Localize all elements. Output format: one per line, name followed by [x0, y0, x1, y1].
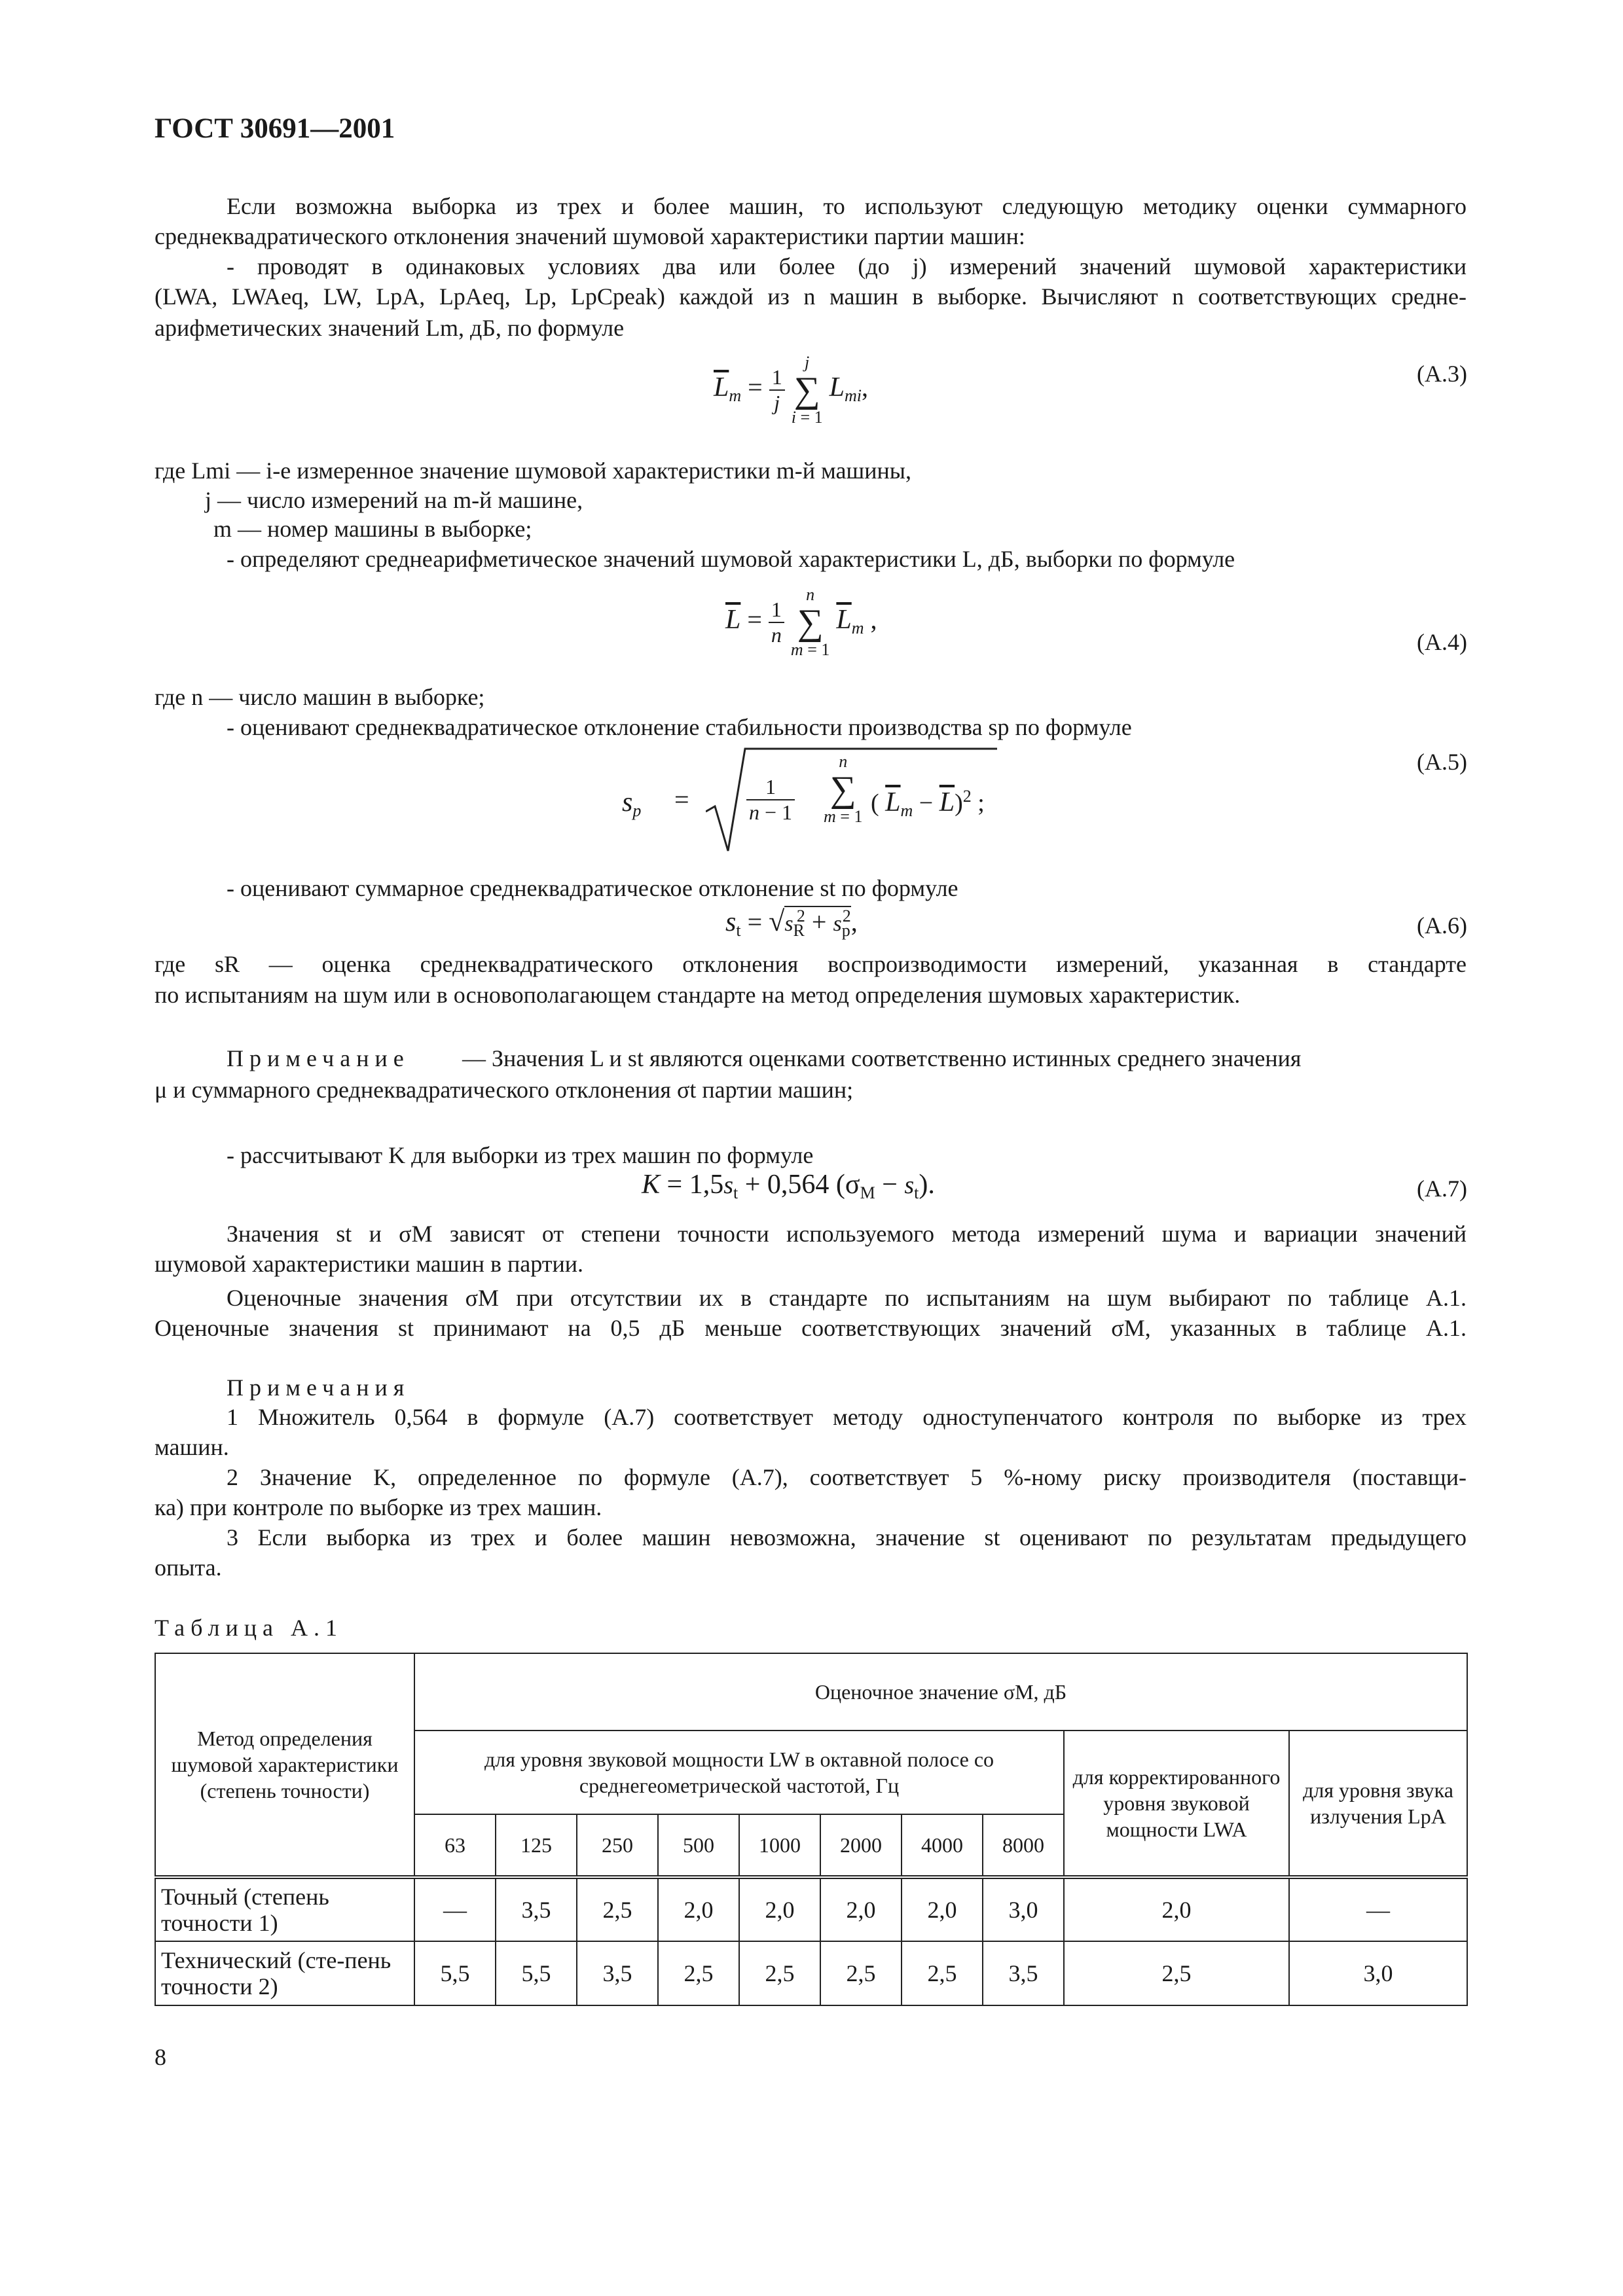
note-label-text: Примечание [227, 1045, 410, 1071]
table-row [155, 1877, 1467, 1941]
paragraph-line: Оценочные значения st принимают на 0,5 дБ меньше соответствующих значений σM, указанных в таблице А.1. [155, 1315, 1467, 1341]
paragraph-line: Значения st и σM зависят от степени точности используемого метода измерений шума и вариации значений [227, 1221, 1467, 1247]
paragraph-line: Оценочные значения σM при отсутствии их в стандарте по испытаниям на шум выбирают по таблице А.1. [227, 1285, 1467, 1311]
table-a1 [155, 1653, 1468, 2006]
paragraph-line: шумовой характеристики машин в партии. [155, 1251, 584, 1277]
value-cell: 3,5 [577, 1941, 658, 2005]
value-cell: 5,5 [496, 1941, 577, 2005]
note-item-line: 2 Значение K, определенное по формуле (А.7), соответствует 5 %-ному риску производителя (поставщи- [227, 1464, 1467, 1490]
method-cell: Точный (степень точности 1) [155, 1877, 414, 1941]
notes-label [227, 1373, 410, 1402]
paragraph-line: среднеквадратического отклонения значений шумовой характеристики партии машин: [155, 223, 1025, 249]
header-emission: для уровня звука излучения LpA [1289, 1731, 1467, 1877]
value-cell: 2,5 [658, 1941, 739, 2005]
note-item-line: 3 Если выборка из трех и более машин невозможна, значение st оценивают по результатам предыдущего [227, 1524, 1467, 1551]
paragraph-line: Если возможна выборка из трех и более машин, то используют следующую методику оценки суммарного [227, 193, 1467, 219]
method-cell: Технический (сте-пень точности 2) [155, 1941, 414, 2005]
formula-a5: $s_p$ = $\frac{1}{n - 1}$ n ∑ m = 1 ( $\overline{L}_m - \overline{L})^2$ ; [622, 746, 1028, 857]
freq-cell: 8000 [983, 1814, 1064, 1877]
freq-cell: 2000 [820, 1814, 902, 1877]
freq-cell: 63 [414, 1814, 496, 1877]
header-method: Метод определения шумовой характеристики (степень точности) [155, 1653, 414, 1877]
document-header: ГОСТ 30691—2001 [155, 113, 395, 144]
note-item-line: машин. [155, 1434, 229, 1460]
value-cell: 2,0 [902, 1877, 983, 1941]
value-cell: 3,0 [983, 1877, 1064, 1941]
freq-cell: 1000 [739, 1814, 820, 1877]
note-item-line: 1 Множитель 0,564 в формуле (А.7) соответствует методу одноступенчатого контроля по выборке из трех [227, 1404, 1467, 1430]
equation-number: (А.4) [1417, 629, 1467, 655]
where-line: - оценивают среднеквадратическое отклонение стабильности производства sp по формуле [227, 714, 1132, 740]
header-corrected: для корректированного уровня звуковой мощности LWA [1064, 1731, 1289, 1877]
where-line: где n — число машин в выборке; [155, 684, 485, 710]
paragraph-line: - оценивают суммарное среднеквадратическое отклонение st по формуле [227, 875, 958, 901]
value-cell: 2,5 [739, 1941, 820, 2005]
equation-number: (А.3) [1417, 361, 1467, 387]
equation-number: (А.7) [1417, 1175, 1467, 1202]
value-cell: 2,0 [739, 1877, 820, 1941]
notes-label-text: Примечания [227, 1374, 410, 1401]
note-line: μ и суммарного среднеквадратического отклонения σt партии машин; [155, 1077, 854, 1103]
freq-cell: 500 [658, 1814, 739, 1877]
note-item-line: опыта. [155, 1554, 222, 1581]
freq-cell: 125 [496, 1814, 577, 1877]
equation-number: (А.5) [1417, 749, 1467, 775]
freq-cell: 4000 [902, 1814, 983, 1877]
emission-cell: — [1289, 1877, 1467, 1941]
where-line: где Lmi — i-е измеренное значение шумовой характеристики m-й машины, [155, 457, 911, 484]
paragraph-line: - проводят в одинаковых условиях два или более (до j) измерений значений шумовой характеристики [227, 253, 1467, 279]
corrected-cell: 2,0 [1064, 1877, 1289, 1941]
value-cell: 3,5 [983, 1941, 1064, 2005]
corrected-cell: 2,5 [1064, 1941, 1289, 2005]
note-line: — Значения L и st являются оценками соответственно истинных среднего значения [462, 1045, 1302, 1071]
paragraph-line: (LWA, LWAeq, LW, LpA, LpAeq, Lp, LpCpeak) каждой из n машин в выборке. Вычисляют n соответствующих средне- [155, 283, 1467, 310]
where-line: по испытаниям на шум или в основополагающем стандарте на метод определения шумовых характеристик. [155, 982, 1241, 1008]
page-number: 8 [155, 2044, 166, 2070]
table-caption [155, 1613, 343, 1642]
value-cell: 3,5 [496, 1877, 577, 1941]
where-line: - определяют среднеарифметическое значений шумовой характеристики L, дБ, выборки по формуле [227, 546, 1235, 572]
where-line: где sR — оценка среднеквадратического отклонения воспроизводимости измерений, указанная в стандарте [155, 951, 1467, 977]
formula-a3: $\overline{L}_m$ = $\frac{1}{j}$ j ∑ i = 1 $L_{mi}$, [714, 353, 868, 427]
value-cell: 5,5 [414, 1941, 496, 2005]
value-cell: 2,5 [577, 1877, 658, 1941]
formula-a4: $\overline{L}$ = $\frac{1}{n}$ n ∑ m = 1 $\overline{L}_m$ , [725, 585, 877, 659]
note-item-line: ка) при контроле по выборке из трех машин. [155, 1494, 602, 1520]
formula-a7: $K = 1,5s_t + 0,564$ $(\sigma_M - s_t)$. [642, 1170, 935, 1202]
value-cell: 2,0 [820, 1877, 902, 1941]
header-octave: для уровня звуковой мощности LW в октавной полосе со среднегеометрической частотой, Гц [414, 1731, 1064, 1814]
paragraph-line: арифметических значений Lm, дБ, по формуле [155, 315, 625, 341]
equation-number: (А.6) [1417, 912, 1467, 939]
freq-cell: 250 [577, 1814, 658, 1877]
table-row [155, 1941, 1467, 2005]
note-label [227, 1044, 410, 1073]
value-cell: 2,5 [902, 1941, 983, 2005]
where-line: m — номер машины в выборке; [213, 516, 532, 542]
where-line: j — число измерений на m-й машине, [205, 487, 583, 513]
header-estimate: Оценочное значение σM, дБ [414, 1653, 1467, 1731]
emission-cell: 3,0 [1289, 1941, 1467, 2005]
formula-a6: $s_t = √s_R^2 + s_p^2$, [725, 905, 858, 940]
paragraph-line: - рассчитывают K для выборки из трех машин по формуле [227, 1142, 814, 1168]
value-cell: — [414, 1877, 496, 1941]
table-caption-text: Таблица А.1 [155, 1615, 343, 1641]
value-cell: 2,5 [820, 1941, 902, 2005]
value-cell: 2,0 [658, 1877, 739, 1941]
